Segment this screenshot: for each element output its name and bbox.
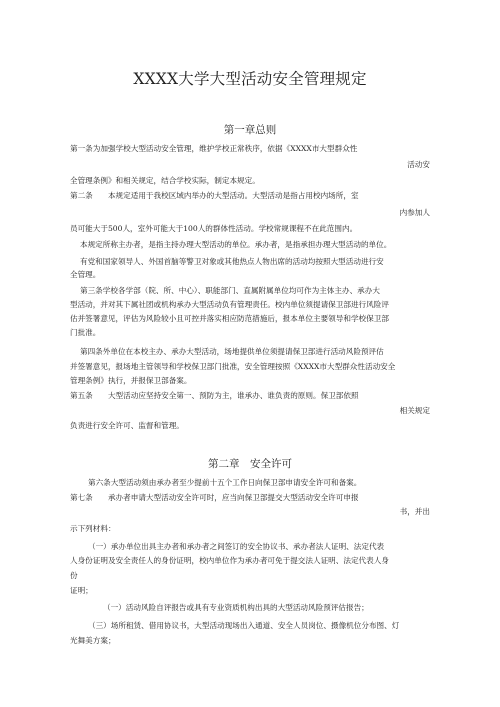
text-line: 全管理。 (70, 270, 101, 279)
text-line: 第六条大型活动须由承办者至少提前十五个工作日向保卫部申请安全许可和备案。 (88, 478, 362, 487)
text-line: 书，并出 (399, 507, 430, 516)
text-line: 人身份证明及安全责任人的身份证明，校内单位作为承办者可免于提交法人证明、法定代表人身 (70, 556, 389, 565)
text-line: 有党和国家领导人、外国首脑等警卫对象或其他热点人物出席的活动均按照大型活动进行安 (80, 257, 384, 266)
text-line: 份 (70, 571, 78, 580)
text-line: 证明； (70, 586, 93, 595)
text-line: 内参加人 (399, 208, 430, 217)
text-line: 管理条例》执行，并报保卫部备案。 (70, 376, 192, 385)
text-line: 型活动，并对其下属社团或机构承办大型活动负有管理责任。校内单位须提请保卫部进行风险评 (70, 300, 389, 309)
text-line: 门批准。 (70, 328, 101, 337)
document-title: XXXX大学大型活动安全管理规定 (133, 70, 367, 88)
text-line: 负责进行安全许可、监督和管理。 (70, 421, 184, 430)
text-line: 第七条 承办者申请大型活动安全许可时，应当向保卫部提交大型活动安全许可申报 (70, 493, 359, 502)
text-line: （一）承办单位出具主办者和承办者之间签订的安全协议书、承办者法人证明、法定代表 (88, 542, 385, 551)
text-line: 估并签署意见，评估为风险较小且可控并落实相应防范措施后，报本单位主要领导和学校保卫部 (70, 314, 389, 323)
text-line: 第三条学校各学部（院、所、中心）、职能部门、直属附属单位均可作为主体主办、承办大 (80, 286, 380, 295)
text-line: 光舞美方案； (70, 636, 116, 645)
text-line: 活动安 (407, 160, 430, 169)
text-line: 相关规定 (399, 406, 430, 415)
text-line: 全管理条例》和相关规定，结合学校实际，制定本规定。 (70, 176, 260, 185)
text-line: 示下列材料： (70, 524, 116, 533)
text-line: 第五条 大型活动应坚持安全第一、预防为主，谁承办、谁负责的原则。保卫部依照 (70, 391, 359, 400)
text-line: 第四条外单位在本校主办、承办大型活动，场地提供单位须提请保卫部进行活动风险预评估 (80, 347, 384, 356)
text-line: 第一条为加强学校大型活动安全管理，维护学校正常秩序，依据《XXXX市大型群众性 (70, 144, 358, 153)
text-line: 本规定所称主办者，是指主持办理大型活动的单位。承办者，是指承担办理大型活动的单位。 (80, 240, 392, 249)
text-line: 员可能大于500人，室外可能大于100人的群体性活动。学校常规课程不在此范围内。 (70, 224, 358, 233)
text-line: 第二条 本规定适用于我校区域内举办的大型活动。大型活动是指占用校内场所，室 (70, 191, 359, 200)
text-line: （三）场所租赁、借用协议书，大型活动现场出入通道、安全人员岗位、摄像机位分布图、灯 (88, 621, 400, 630)
text-line: 并签署意见，报场地主管领导和学校保卫部门批准，安全管理按照《XXXX市大型群众性活动安全 (70, 362, 396, 371)
chapter-heading-1: 第一章总则 (223, 124, 277, 136)
text-line: （一）活动风险自评报告或具有专业资质机构出具的大型活动风险预评估报告； (103, 603, 369, 612)
chapter-heading-2: 第二章 安全许可 (208, 458, 292, 470)
